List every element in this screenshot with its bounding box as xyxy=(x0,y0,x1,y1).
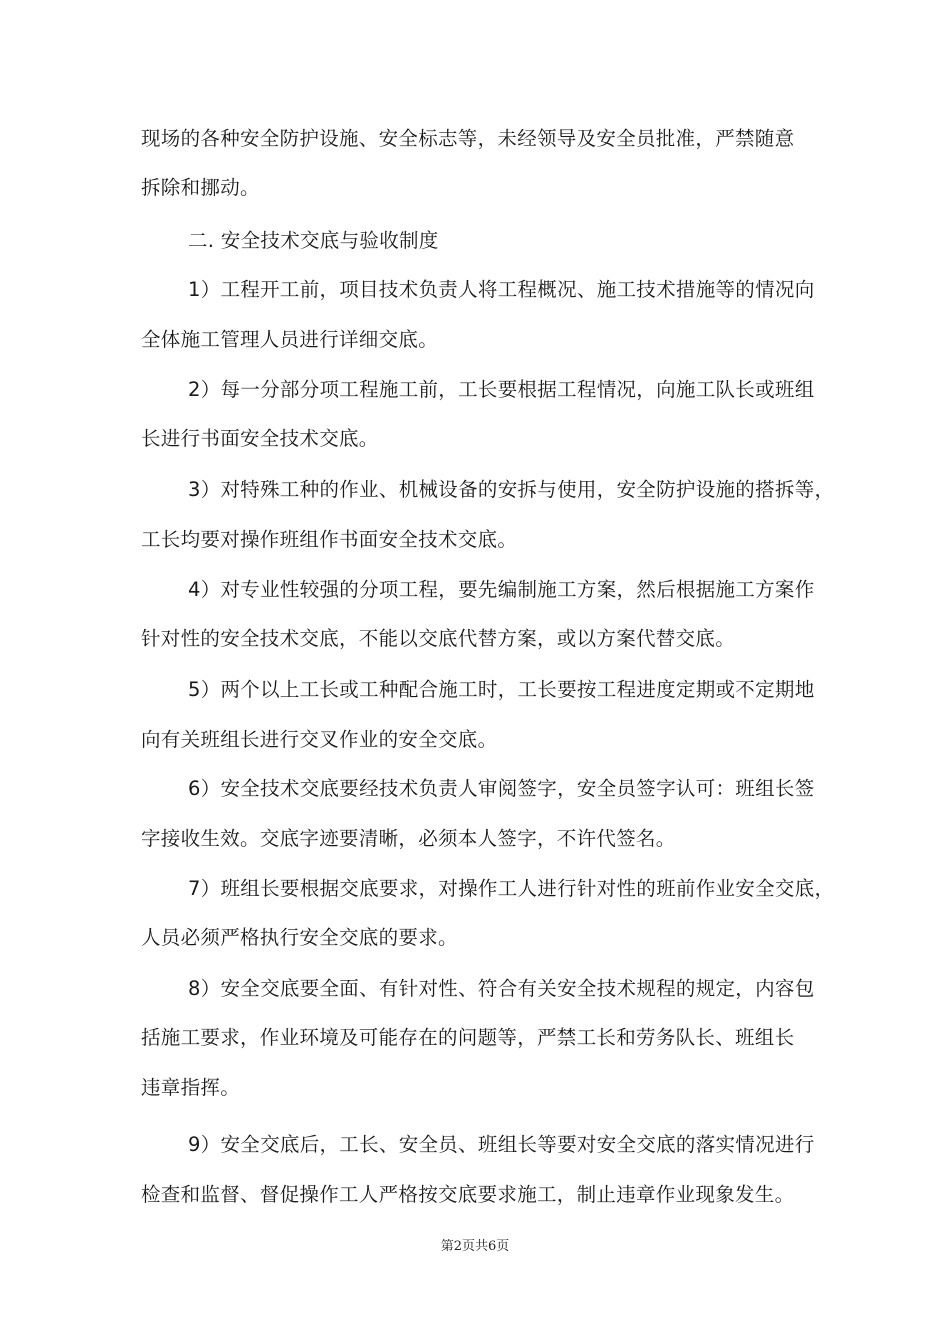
paragraph-line: 2）每一分部分项工程施工前，工长要根据工程情况，向施工队长或班组 xyxy=(188,378,815,401)
paragraph-line: 现场的各种安全防护设施、安全标志等，未经领导及安全员批准，严禁随意 xyxy=(141,127,795,150)
paragraph-line: 5）两个以上工长或工种配合施工时，工长要按工程进度定期或不定期地 xyxy=(188,678,815,701)
paragraph-line: 工长均要对操作班组作书面安全技术交底。 xyxy=(141,528,518,551)
paragraph-line: 4）对专业性较强的分项工程，要先编制施工方案，然后根据施工方案作 xyxy=(188,578,815,601)
paragraph-line: 字接收生效。交底字迹要清晰，必须本人签字，不许代签名。 xyxy=(141,827,676,850)
page-number-footer: 第2页共6页 xyxy=(440,1239,510,1254)
paragraph-line: 6）安全技术交底要经技术负责人审阅签字，安全员签字认可：班组长签 xyxy=(188,777,815,800)
paragraph-line: 括施工要求，作业环境及可能存在的问题等，严禁工长和劳务队长、班组长 xyxy=(141,1026,795,1049)
paragraph-line: 人员必须严格执行安全交底的要求。 xyxy=(141,926,458,949)
paragraph-line: 检查和监督、督促操作工人严格按交底要求施工，制止违章作业现象发生。 xyxy=(141,1183,795,1206)
paragraph-line: 针对性的安全技术交底，不能以交底代替方案，或以方案代替交底。 xyxy=(141,627,736,650)
paragraph-line: 8）安全交底要全面、有针对性、符合有关安全技术规程的规定，内容包 xyxy=(188,977,815,1000)
paragraph-line: 3）对特殊工种的作业、机械设备的安拆与使用，安全防护设施的搭拆等， xyxy=(188,478,835,501)
paragraph-line: 违章指挥。 xyxy=(141,1076,241,1099)
paragraph-line: 1）工程开工前，项目技术负责人将工程概况、施工技术措施等的情况向 xyxy=(188,278,815,301)
paragraph-line: 拆除和挪动。 xyxy=(141,176,260,199)
section-heading: 二. 安全技术交底与验收制度 xyxy=(188,229,439,252)
paragraph-line: 7）班组长要根据交底要求，对操作工人进行针对性的班前作业安全交底， xyxy=(188,877,835,900)
paragraph-line: 向有关班组长进行交叉作业的安全交底。 xyxy=(141,728,498,751)
paragraph-line: 长进行书面安全技术交底。 xyxy=(141,427,379,450)
paragraph-line: 9）安全交底后，工长、安全员、班组长等要对安全交底的落实情况进行 xyxy=(188,1133,815,1156)
paragraph-line: 全体施工管理人员进行详细交底。 xyxy=(141,328,439,351)
